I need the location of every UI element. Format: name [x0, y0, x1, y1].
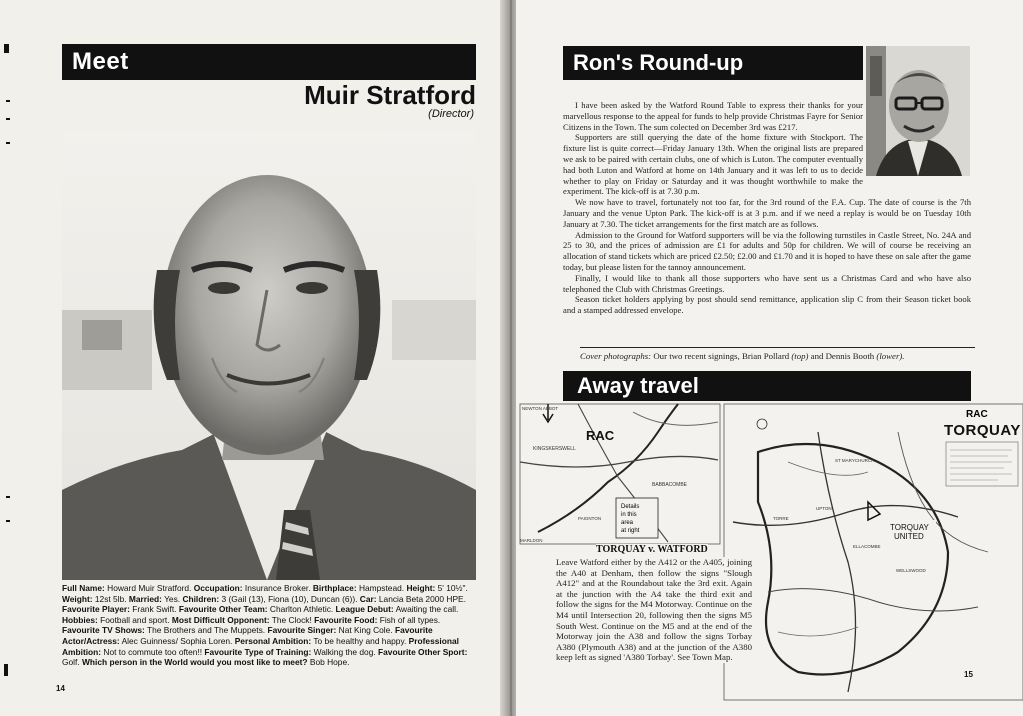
profile-value: Golf. — [62, 657, 83, 668]
map-place: KINGSKERSWELL — [533, 446, 576, 452]
left-page — [0, 0, 508, 716]
profile-value: Hampstead. — [356, 583, 407, 593]
profile-value: Insurance Broker. — [242, 583, 313, 593]
profile-label: Personal Ambition: — [234, 635, 312, 646]
meet-heading-bar — [62, 44, 476, 80]
details-label: at right — [621, 528, 640, 534]
article-paragraph: I have been asked by the Watford Round Table to express their thanks for your marvellous response to the appeal for funds to help provide Christmas Fayre for Senior Citizens in the Town. The sum colected on December 3rd was £217. — [563, 100, 863, 132]
profile-value: Awaiting the call. — [393, 604, 459, 615]
cover-top: (top) — [791, 351, 809, 361]
cover-text: Our two recent signings, Brian Pollard — [653, 351, 790, 361]
edge-mark — [6, 118, 10, 120]
edge-mark — [6, 100, 10, 102]
profile-label: League Debut: — [335, 604, 394, 615]
profile-label: Which person in the World would you most like to meet? — [82, 657, 308, 668]
edge-mark — [6, 496, 10, 498]
profile-value: Frank Swift. — [129, 604, 179, 615]
article-paragraph: Finally, I would like to thank all those supporters who have sent us a Christmas Card and who have also telephoned the Club with Christmas Greetings. — [563, 272, 971, 294]
travel-title: TORQUAY v. WATFORD — [596, 544, 708, 555]
profile-label: Height: — [406, 583, 436, 593]
profile-label: Favourite Other Team: — [178, 604, 268, 615]
profile-label: Weight: — [62, 593, 93, 604]
article-paragraph: We now have to travel, fortunately not too far, for the 3rd round of the F.A. Cup. The date of course is the 7th January and the venue Upton Park. The kick-off is at 3 p.m. and if we need a replay is would be on Tuesday 10th January at 7.30. The ticket arrangements for the first match are as follows. — [563, 197, 971, 229]
details-label: Details — [621, 504, 640, 510]
article-paragraph: Season ticket holders applying by post should send remittance, application slip C from their Season ticket book and a stamped addressed envelope. — [563, 294, 971, 316]
profile-value: To be healthy and happy. — [311, 635, 409, 646]
profile-value: Charlton Athletic. — [267, 604, 336, 615]
article-paragraph: Supporters are still querying the date of the home fixture with Stockport. The fixture list is quite correct—Friday January 13th. When the original lists are prepared we ask to be paired with certain clubs, one of which is Luton. The computer eventually had both Luton and Watford at home on 14th January and it was left to us to decide whether to play on Friday or Saturday and it was thought worthwhile to make the experiment. The kick-off is at 7.30 p.m. — [563, 132, 863, 197]
article-paragraph: Admission to the Ground for Watford supporters will be via the following turnstiles in Castle Street, No. 24A and 25 to 30, and the prices of admission are £1 for adults and 50p for children. We will of course be receiving an allocation of stand tickets which are priced £2.50; £2.00 and £1.70 and it is hoped to have these on sale after the game today, but please listen for the tannoy announcement. — [563, 229, 971, 272]
profile-label: Favourite TV Shows: — [62, 625, 145, 636]
town-title: TORQUAY — [944, 422, 1021, 439]
profile-label: Favourite Other Sport: — [378, 646, 468, 657]
profile-label: Occupation: — [193, 583, 243, 593]
profile-value: The Clock! — [269, 614, 315, 625]
details-label: in this — [621, 512, 637, 518]
cover-and: and Dennis Booth — [810, 351, 875, 361]
profile-value: Lancia Beta 2000 HPE. — [376, 593, 466, 604]
edge-mark — [4, 44, 9, 53]
away-heading: Away travel — [563, 371, 971, 401]
rac-logo-left: RAC — [586, 428, 615, 443]
rac-logo-right: RAC — [966, 409, 988, 420]
cover-caption — [580, 347, 975, 361]
profile-value: The Brothers and The Muppets. — [144, 625, 268, 636]
profile-label: Most Difficult Opponent: — [171, 614, 270, 625]
page-number-right: 15 — [964, 670, 973, 679]
profile-label: Children: — [182, 593, 220, 604]
profile-label: Favourite Player: — [62, 604, 130, 615]
map-place: MARLDON — [520, 538, 543, 543]
director-photo — [62, 130, 476, 580]
profile-label: Full Name: — [62, 583, 105, 593]
profile-label: Hobbies: — [62, 614, 98, 625]
ground-label: UNITED — [894, 532, 924, 541]
profile-value: 3 (Gail (13), Fiona (10), Duncan (6)). — [219, 593, 360, 604]
profile-value: Bob Hope. — [307, 657, 350, 668]
edge-mark — [4, 664, 8, 676]
profile-value: Fish of all types. — [377, 614, 441, 625]
profile-label: Favourite Singer: — [267, 625, 337, 636]
cover-label: Cover photographs: — [580, 351, 652, 361]
map-place: UPTON — [816, 506, 832, 511]
map-place: NEWTON ABBOT — [522, 406, 559, 411]
map-place: PAIGNTON — [578, 516, 602, 521]
profile-text — [62, 583, 480, 668]
profile-value: Nat King Cole. — [336, 625, 395, 636]
profile-value: 5' 10½". — [435, 583, 468, 593]
ron-heading-bar — [563, 46, 863, 80]
profile-value: Not to commute too often!! — [101, 646, 205, 657]
map-place: BABBACOMBE — [652, 482, 688, 488]
map-place: ST MARYCHURCH — [835, 458, 875, 463]
cover-lower: (lower). — [876, 351, 905, 361]
profile-label: Birthplace: — [312, 583, 357, 593]
profile-label: Favourite Food: — [314, 614, 378, 625]
profile-value: Howard Muir Stratford. — [104, 583, 194, 593]
profile-value: Walking the dog. — [311, 646, 379, 657]
profile-label: Car: — [359, 593, 377, 604]
profile-value: Yes. — [161, 593, 183, 604]
map-place: ELLACOMBE — [853, 544, 881, 549]
director-name: Muir Stratford — [304, 80, 476, 110]
profile-value: Football and sport. — [97, 614, 172, 625]
ron-heading: Ron's Round-up — [563, 46, 863, 80]
map-place: WELLSWOOD — [896, 568, 926, 573]
edge-mark — [6, 142, 10, 144]
ground-label: TORQUAY — [890, 523, 929, 532]
travel-directions: Leave Watford either by the A412 or the A405, joining the A40 at Denham, then follow the signs "Slough A412" and at the Roundabout take the 3rd exit. Again at the junction with the A4 take the third exit and follow the signs for the M4 Motorway. Continue on the M4 until Intersection 20, following then the signs M5 South West. Continue on the M5 and at the end of the Motorway join the A38 and follow the signs Torbay A380 (Plymouth A38) and at the junction of the A380 keep left as signed 'A380 Torbay'. See Town Map. — [556, 557, 752, 663]
profile-label: Married: — [128, 593, 162, 604]
meet-heading: Meet — [62, 44, 476, 80]
profile-value: Alec Guinness/ Sophia Loren. — [119, 635, 235, 646]
details-label: area — [621, 520, 634, 526]
away-heading-bar — [563, 371, 971, 401]
page-number-left: 14 — [56, 684, 65, 693]
director-role: (Director) — [428, 108, 474, 120]
profile-label: Favourite Actor/Actress: — [62, 625, 433, 646]
profile-label: Professional Ambition: — [62, 635, 459, 657]
profile-label: Favourite Type of Training: — [204, 646, 312, 657]
roundup-article — [563, 100, 971, 316]
edge-mark — [6, 520, 10, 522]
map-place: TORRE — [773, 516, 789, 521]
profile-value: 12st 5lb. — [92, 593, 129, 604]
